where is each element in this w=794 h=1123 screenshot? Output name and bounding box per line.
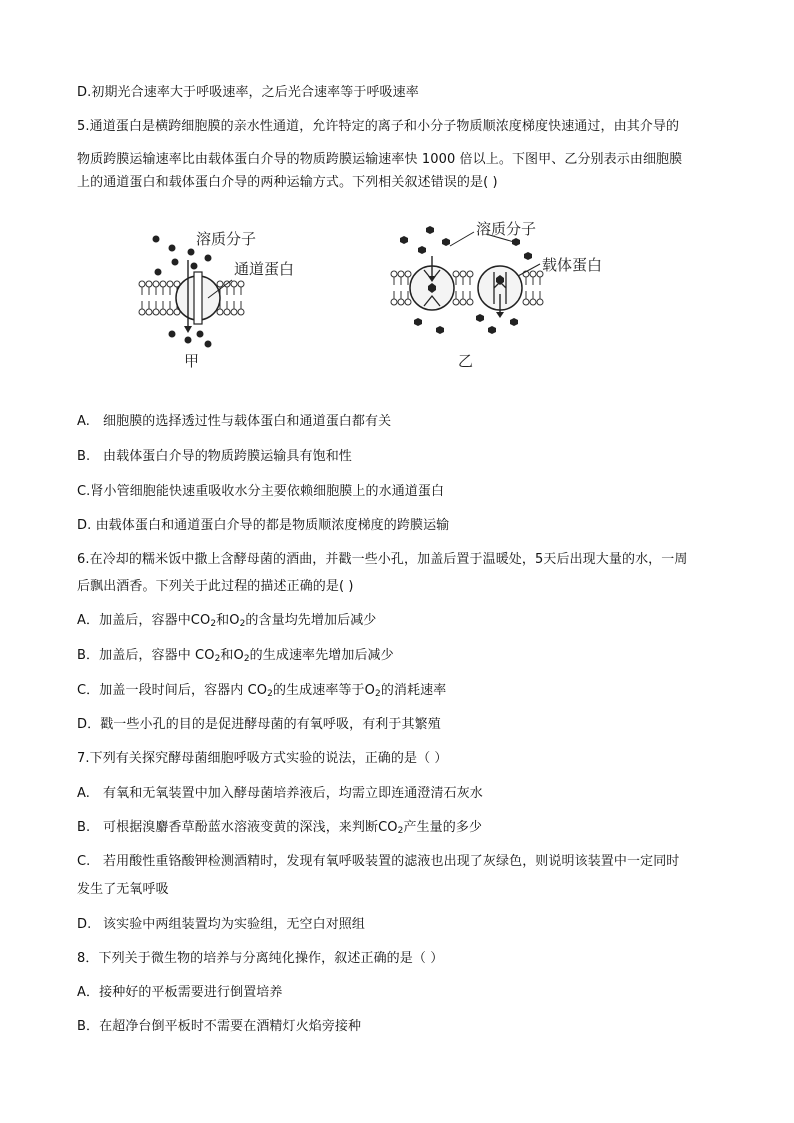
subscript: 2: [243, 654, 250, 664]
q7-stem: 7.下列有关探究酵母菌细胞呼吸方式实验的说法，正确的是（ ）: [77, 751, 448, 766]
q6-stem-line-1: 6.在冷却的糯米饭中撒上含酵母菌的酒曲，并戳一些小孔，加盖后置于温暖处，5天后出现大量的水，一周: [77, 552, 688, 567]
subscript: 2: [267, 689, 273, 699]
q7-option-b-text: 产生量的多少: [403, 820, 483, 835]
left-caption: 甲: [184, 352, 200, 370]
q6-option-d: D．戳一些小孔的目的是促进酵母菌的有氧呼吸，有利于其繁殖: [77, 717, 441, 732]
q6-stem-line-2: 后飘出酒香。下列关于此过程的描述正确的是( ): [77, 579, 354, 594]
q6-option-c-part: 的生成速率等于O: [272, 683, 375, 698]
q6-option-c-part: C．加盖一段时间后，容器内 CO: [77, 683, 268, 698]
q5-option-d: D. 由载体蛋白和通道蛋白介导的都是物质顺浓度梯度的跨膜运输: [77, 518, 450, 533]
q8-stem: 8．下列关于微生物的培养与分离纯化操作，叙述正确的是（ ）: [77, 951, 444, 966]
q6-option-c-part: 的消耗速率: [380, 683, 447, 698]
q7-option-b-letter: B.: [77, 820, 91, 835]
right-solute-label: 溶质分子: [476, 220, 537, 238]
q6-option-b: [77, 647, 394, 665]
q5-stem-line-3: 上的通道蛋白和载体蛋白介导的两种运输方式。下列相关叙述错误的是( ): [77, 175, 498, 190]
subscript: 2: [375, 689, 381, 699]
q5-option-c: C.肾小管细胞能快速重吸收水分主要依赖细胞膜上的水通道蛋白: [77, 484, 445, 499]
q5-option-b-letter: B.: [77, 449, 91, 464]
q7-option-d-letter: D.: [77, 917, 92, 932]
q5-stem-line-1: 5.通道蛋白是横跨细胞膜的亲水性通道，允许特定的离子和小分子物质顺浓度梯度快速通过，由其介导的: [77, 119, 680, 134]
figure-carrier-protein: [390, 216, 630, 376]
right-caption: 乙: [458, 352, 474, 370]
q7-option-d-text: 该实验中两组装置均为实验组，无空白对照组: [103, 917, 366, 932]
subscript: 2: [214, 654, 221, 664]
left-protein-label: 通道蛋白: [234, 260, 295, 278]
q5-option-a: [77, 413, 391, 431]
q8-option-a: A．接种好的平板需要进行倒置培养: [77, 985, 283, 1000]
q7-option-b-text: 可根据溴麝香草酚蓝水溶液变黄的深浅，来判断CO: [103, 820, 398, 835]
q6-option-a-part: A．加盖后，容器中CO: [77, 613, 211, 628]
q7-option-a: [77, 785, 483, 803]
subscript: 2: [210, 619, 217, 629]
q4-option-d: D.初期光合速率大于呼吸速率，之后光合速率等于呼吸速率: [77, 85, 419, 100]
right-protein-label: 载体蛋白: [542, 256, 603, 274]
q6-option-c: [77, 682, 446, 700]
q5-option-a-text: 细胞膜的选择透过性与载体蛋白和通道蛋白都有关: [103, 414, 392, 429]
q7-option-c-letter: C.: [77, 854, 91, 869]
subscript: 2: [397, 826, 404, 836]
carrier-protein-diagram: [390, 216, 630, 376]
figure-channel-protein: [138, 222, 338, 382]
q5-stem-line-2: 物质跨膜运输速率比由载体蛋白介导的物质跨膜运输速率快 1000 倍以上。下图甲、乙分别表示由细胞膜: [77, 152, 683, 167]
q7-option-a-letter: A.: [77, 786, 90, 801]
q7-option-c-line-2: 发生了无氧呼吸: [77, 882, 169, 897]
q7-option-b: [77, 819, 482, 837]
q6-option-b-part: 的生成速率先增加后减少: [249, 648, 394, 663]
q5-option-b-text: 由载体蛋白介导的物质跨膜运输具有饱和性: [103, 449, 352, 464]
q8-option-b: B．在超净台倒平板时不需要在酒精灯火焰旁接种: [77, 1019, 362, 1034]
q6-option-a: [77, 612, 376, 630]
left-solute-label: 溶质分子: [196, 230, 257, 248]
q7-option-c-text: 若用酸性重铬酸钾检测酒精时，发现有氧呼吸装置的滤液也出现了灰绿色，则说明该装置中一定同时: [103, 854, 680, 869]
q6-option-a-part: 的含量均先增加后减少: [245, 613, 377, 628]
q7-option-a-text: 有氧和无氧装置中加入酵母菌培养液后，均需立即连通澄清石灰水: [103, 786, 483, 801]
q6-option-a-part: 和O: [216, 613, 240, 628]
q7-option-c-line-1: [77, 853, 679, 871]
q5-option-b: [77, 448, 352, 466]
q7-option-d: [77, 916, 365, 934]
subscript: 2: [239, 619, 246, 629]
q5-option-a-letter: A.: [77, 414, 90, 429]
q6-option-b-part: 和O: [220, 648, 244, 663]
q6-option-b-part: B．加盖后，容器中 CO: [77, 648, 215, 663]
